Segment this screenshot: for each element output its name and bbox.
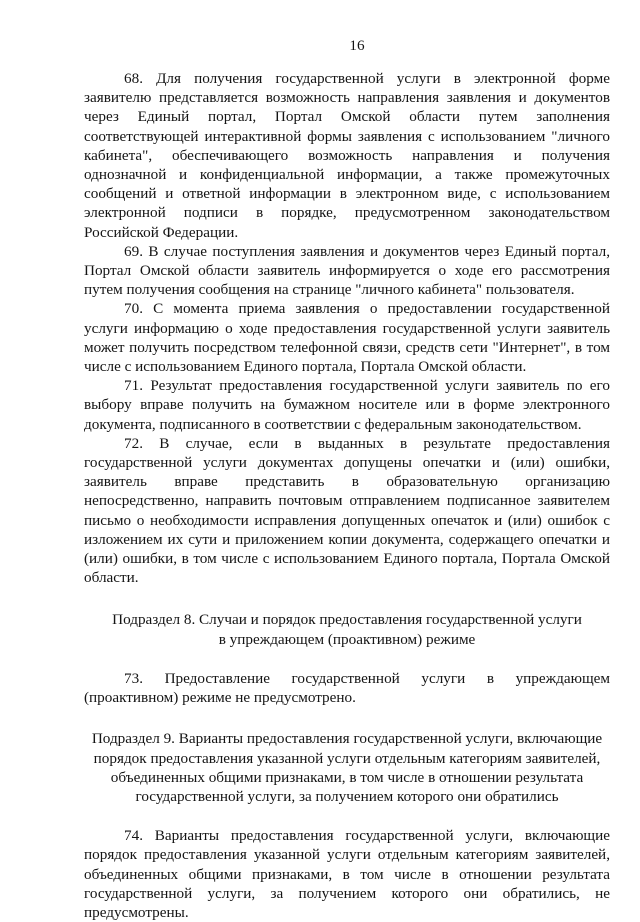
paragraph-71: 71. Результат предоставления государственной услуги заявитель по его выбору вправе получить на бумажном носителе или в форме электронного документа, подписанного в соответствии с федеральным законодательством. xyxy=(84,377,610,433)
subsection-9-line-3: объединенных общими признаками, в том числе в отношении результата xyxy=(110,768,584,786)
paragraph-72: 72. В случае, если в выданных в результате предоставления государственной услуги документах допущены опечатки и (или) ошибки, заявитель вправе представить в образовательную организацию непосредственно, направить почтовым отправлением подписанное заявителем письмо о необходимости исправления допущенных опечаток и (или) ошибок с изложением их сути и приложением копии документа, содержащего опечатки и (или) ошибки, в том числе с использованием Единого портала, Портала Омской области. xyxy=(84,434,610,587)
paragraph-68: 68. Для получения государственной услуги в электронной форме заявителю представляется возможность направления заявления и документов через Единый портал, Портал Омской области путем заполнения соответствующей интерактивной формы заявления с использованием "личного кабинета", обеспечивающего возможность направления и получения однозначной и конфиденциальной информации, а также промежуточных сообщений и ответной информации в электронном виде, с использованием электронной подписи в порядке, предусмотренном законодательством Российской Федерации. xyxy=(84,70,610,241)
paragraph-73: 73. Предоставление государственной услуги в упреждающем (проактивном) режиме не предусмотрено. xyxy=(84,669,610,707)
subsection-9-heading xyxy=(84,729,610,806)
paragraph-74: 74. Варианты предоставления государственной услуги, включающие порядок предоставления указанной услуги отдельным категориям заявителей, объединенных общими признаками, в том числе в отношении результата государственной услуги, за получением которого они обратились, не предусмотрены. xyxy=(84,827,610,921)
subsection-8-heading xyxy=(84,610,610,648)
paragraph-69: 69. В случае поступления заявления и документов через Единый портал, Портал Омской области заявитель информируется о ходе его рассмотрения путем получения сообщения на странице "личного кабинета" пользователя. xyxy=(84,242,610,299)
paragraph-70: 70. С момента приема заявления о предоставлении государственной услуги информацию о ходе предоставления государственной услуги заявитель может получить посредством телефонной связи, средств сети "Интернет", в том числе с использованием Единого портала, Портала Омской области. xyxy=(84,300,610,376)
subsection-9-line-1: Подраздел 9. Варианты предоставления государственной услуги, включающие xyxy=(91,730,603,748)
subsection-9-line-2: порядок предоставления указанной услуги отдельным категориям заявителей, xyxy=(93,749,601,767)
subsection-8-line-2: в упреждающем (проактивном) режиме xyxy=(218,630,476,648)
subsection-8-line-1: Подраздел 8. Случаи и порядок предоставления государственной услуги xyxy=(112,611,582,629)
page-number: 16 xyxy=(349,37,365,54)
subsection-9-line-4: государственной услуги, за получением которого они обратились xyxy=(135,787,559,805)
